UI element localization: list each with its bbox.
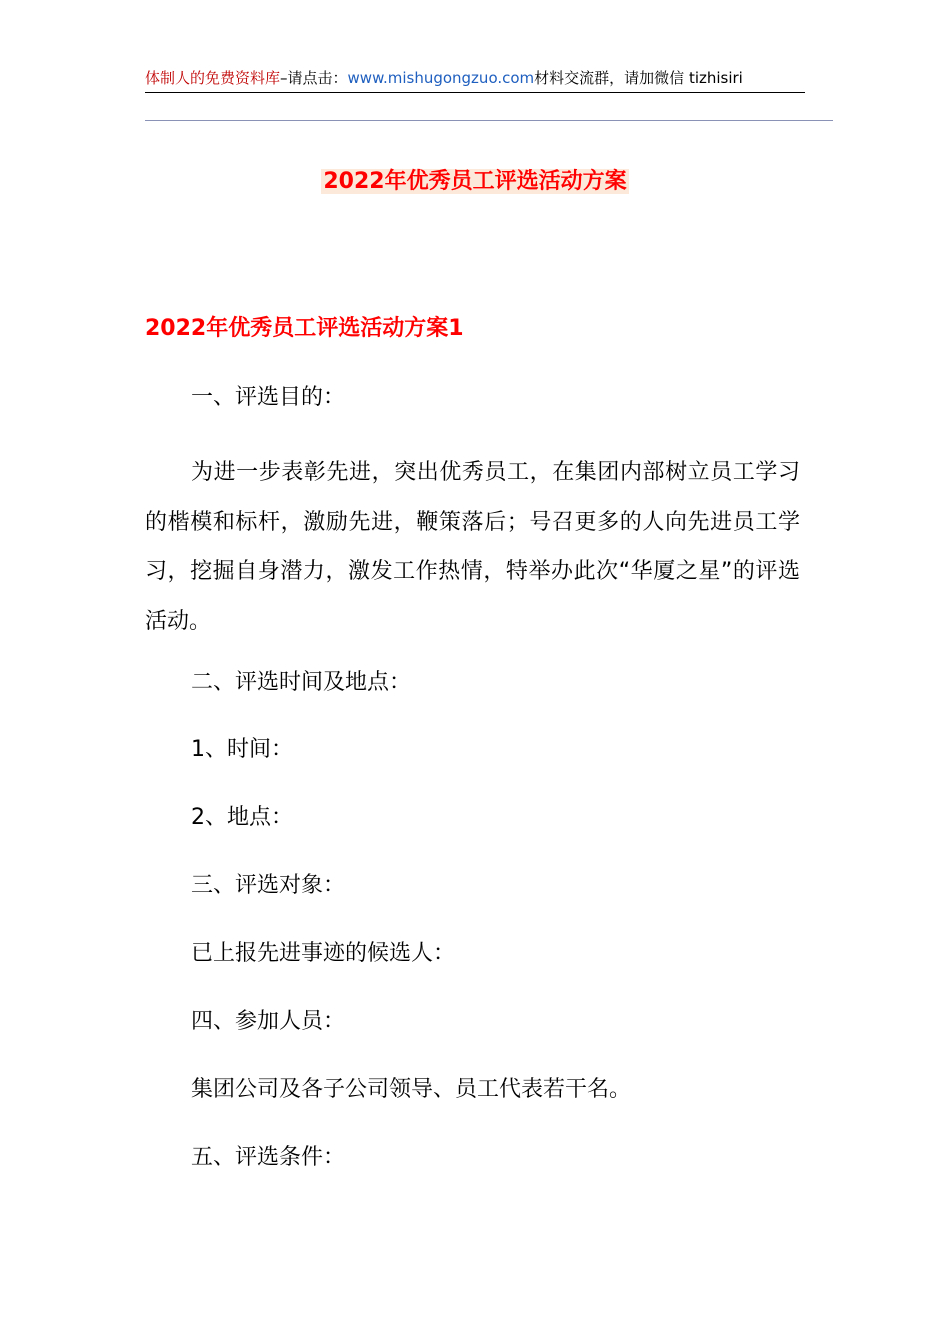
place-item: 2、地点： [191,805,293,830]
section-title: 2022年优秀员工评选活动方案1 [145,316,464,341]
time-item: 1、时间： [191,737,293,762]
target-heading: 三、评选对象： [191,873,346,898]
time-place-heading: 二、评选时间及地点： [191,670,412,695]
document-title-text: 2022年优秀员工评选活动方案 [323,169,627,194]
participants-text: 集团公司及各子公司领导、员工代表若干名。 [191,1077,632,1102]
purpose-heading: 一、评选目的： [191,385,346,410]
header-link[interactable]: www.mishugongzuo.com [347,69,535,87]
conditions-heading: 五、评选条件： [191,1145,346,1170]
header-prompt: –请点击： [280,69,348,87]
header-divider [145,120,833,121]
document-title [0,165,950,199]
participants-heading: 四、参加人员： [191,1009,346,1034]
target-text: 已上报先进事迹的候选人： [191,941,456,966]
header-site-name: 体制人的免费资料库 [145,69,281,87]
page-header [145,64,805,93]
purpose-paragraph: 为进一步表彰先进，突出优秀员工，在集团内部树立员工学习的楷模和标杆，激励先进，鞭策落后；号召更多的人向先进员工学习，挖掘自身潜力，激发工作热情，特举办此次“华厦之星”的评选活动。 [145,460,800,634]
header-contact: 材料交流群，请加微信 tizhisiri [534,69,743,87]
